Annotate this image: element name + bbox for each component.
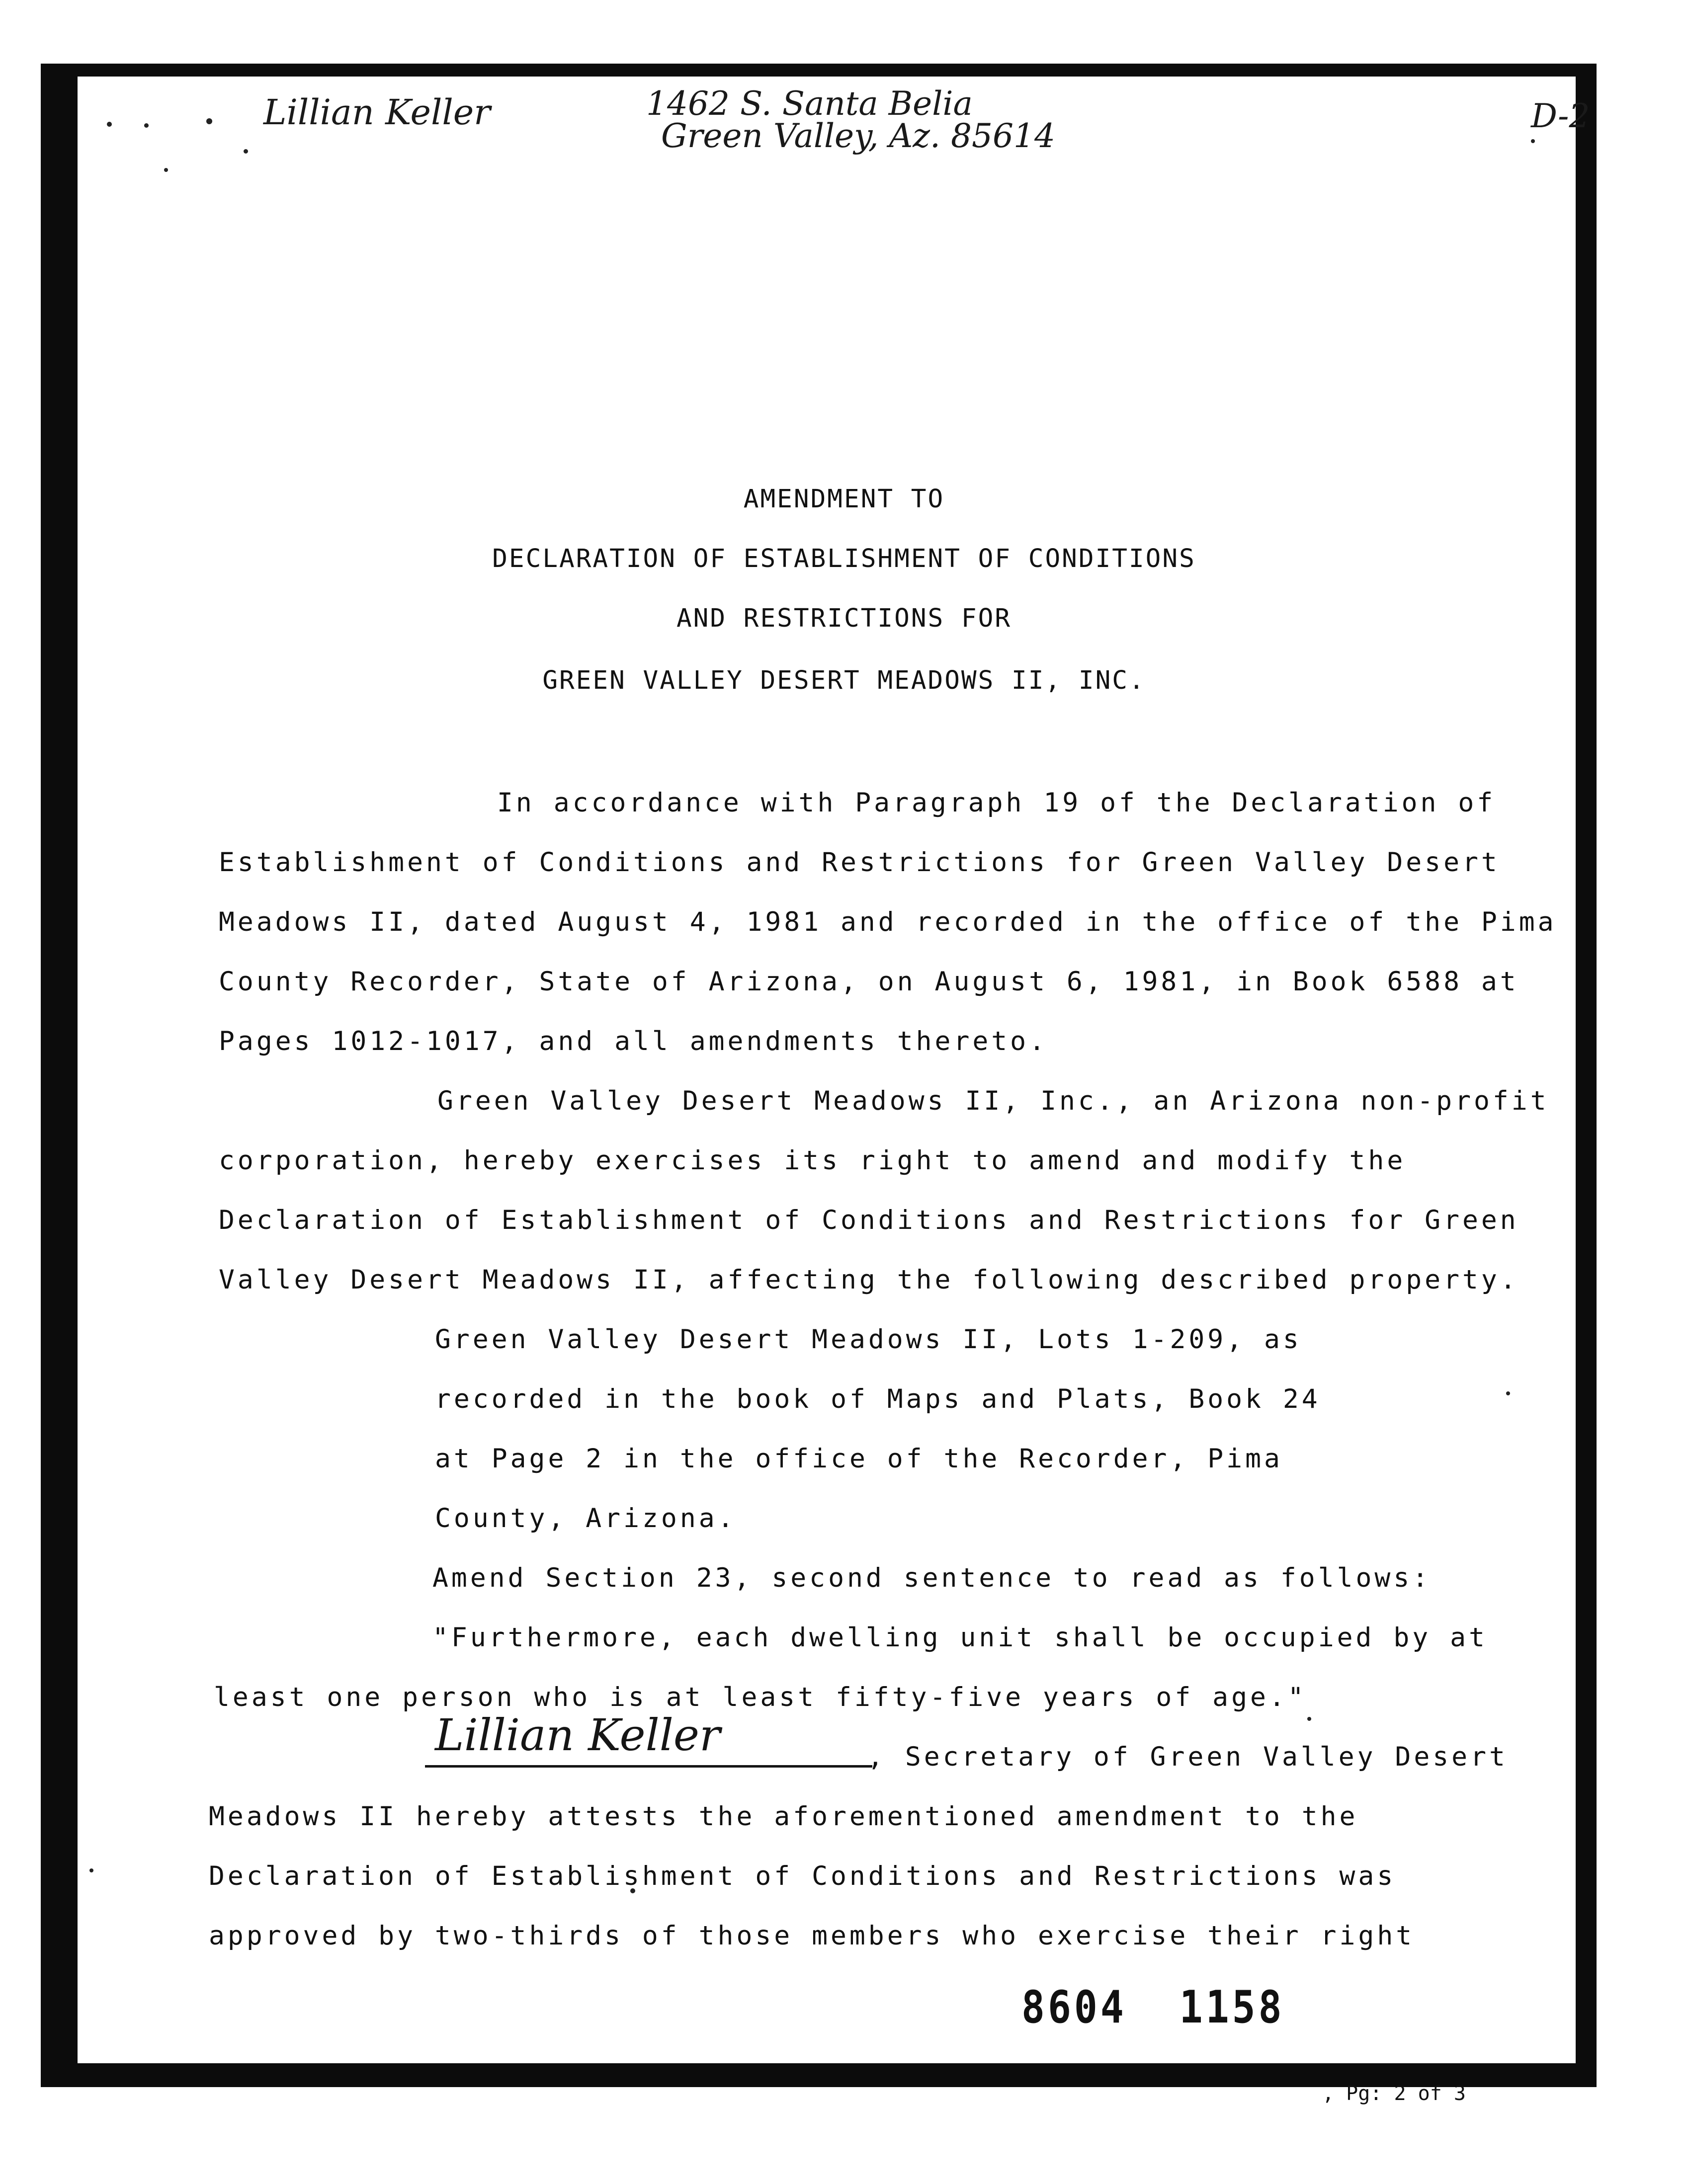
document-title-line3: AND RESTRICTIONS FOR: [676, 604, 1012, 633]
body-line: Declaration of Establishment of Conditions and Restrictions for Green: [219, 1205, 1519, 1235]
property-line: at Page 2 in the office of the Recorder, Pima: [435, 1444, 1283, 1474]
property-line: County, Arizona.: [435, 1503, 737, 1534]
handwritten-address-line1: 1462 S. Santa Belia: [646, 84, 973, 123]
amend-quote-line: "Furthermore, each dwelling unit shall be occupied by at: [432, 1622, 1488, 1653]
page-indicator: , Pg: 2 of 3: [1322, 2082, 1466, 2105]
scan-border: [41, 64, 1597, 2087]
handwritten-address-line2: Green Valley, Az. 85614: [661, 117, 1055, 155]
attest-line: Declaration of Establishment of Conditions and Restrictions was: [209, 1861, 1396, 1891]
body-line: Meadows II, dated August 4, 1981 and recorded in the office of the Pima: [219, 907, 1557, 937]
amend-quote-line: least one person who is at least fifty-five years of age.": [214, 1682, 1307, 1712]
handwritten-name: Lillian Keller: [263, 92, 491, 133]
scan-speck: [244, 149, 248, 154]
document-title-line4: GREEN VALLEY DESERT MEADOWS II, INC.: [542, 666, 1146, 695]
stamp-docket: 8604: [1021, 1982, 1127, 2033]
scan-speck: [89, 1868, 93, 1872]
attest-line: approved by two-thirds of those members who exercise their right: [209, 1921, 1415, 1951]
body-line: Establishment of Conditions and Restrictions for Green Valley Desert: [219, 847, 1500, 878]
stamp-page: 1158: [1179, 1982, 1285, 2033]
attest-line: Meadows II hereby attests the aforementioned amendment to the: [209, 1801, 1358, 1832]
scan-speck: [144, 123, 149, 128]
document-title-line2: DECLARATION OF ESTABLISHMENT OF CONDITIONS: [492, 544, 1196, 573]
document-title-line1: AMENDMENT TO: [743, 485, 945, 514]
scan-speck: [164, 168, 168, 172]
recorder-stamp: [1021, 1982, 1285, 2033]
scan-speck: [1506, 1391, 1510, 1395]
body-line: County Recorder, State of Arizona, on August 6, 1981, in Book 6588 at: [219, 967, 1519, 997]
scan-speck: [206, 118, 212, 124]
attest-line: , Secretary of Green Valley Desert: [867, 1742, 1508, 1772]
body-line: corporation, hereby exercises its right to amend and modify the: [219, 1145, 1406, 1176]
property-line: Green Valley Desert Meadows II, Lots 1-209, as: [435, 1324, 1302, 1355]
body-line: Valley Desert Meadows II, affecting the following described property.: [219, 1265, 1519, 1295]
scan-speck: [107, 122, 112, 127]
handwritten-corner-mark: D-2: [1531, 97, 1590, 135]
signature-block: [425, 1709, 872, 1769]
amend-intro: Amend Section 23, second sentence to read as follows:: [432, 1563, 1432, 1593]
signature-line: [425, 1765, 872, 1768]
scan-speck: [1531, 139, 1535, 143]
scan-speck: [1307, 1717, 1311, 1721]
property-line: recorded in the book of Maps and Plats, Book 24: [435, 1384, 1321, 1414]
body-line: Pages 1012-1017, and all amendments thereto.: [219, 1026, 1048, 1056]
signature: Lillian Keller: [435, 1709, 721, 1761]
body-line: In accordance with Paragraph 19 of the Declaration of: [497, 788, 1496, 818]
body-line: Green Valley Desert Meadows II, Inc., an Arizona non-profit: [437, 1086, 1549, 1116]
